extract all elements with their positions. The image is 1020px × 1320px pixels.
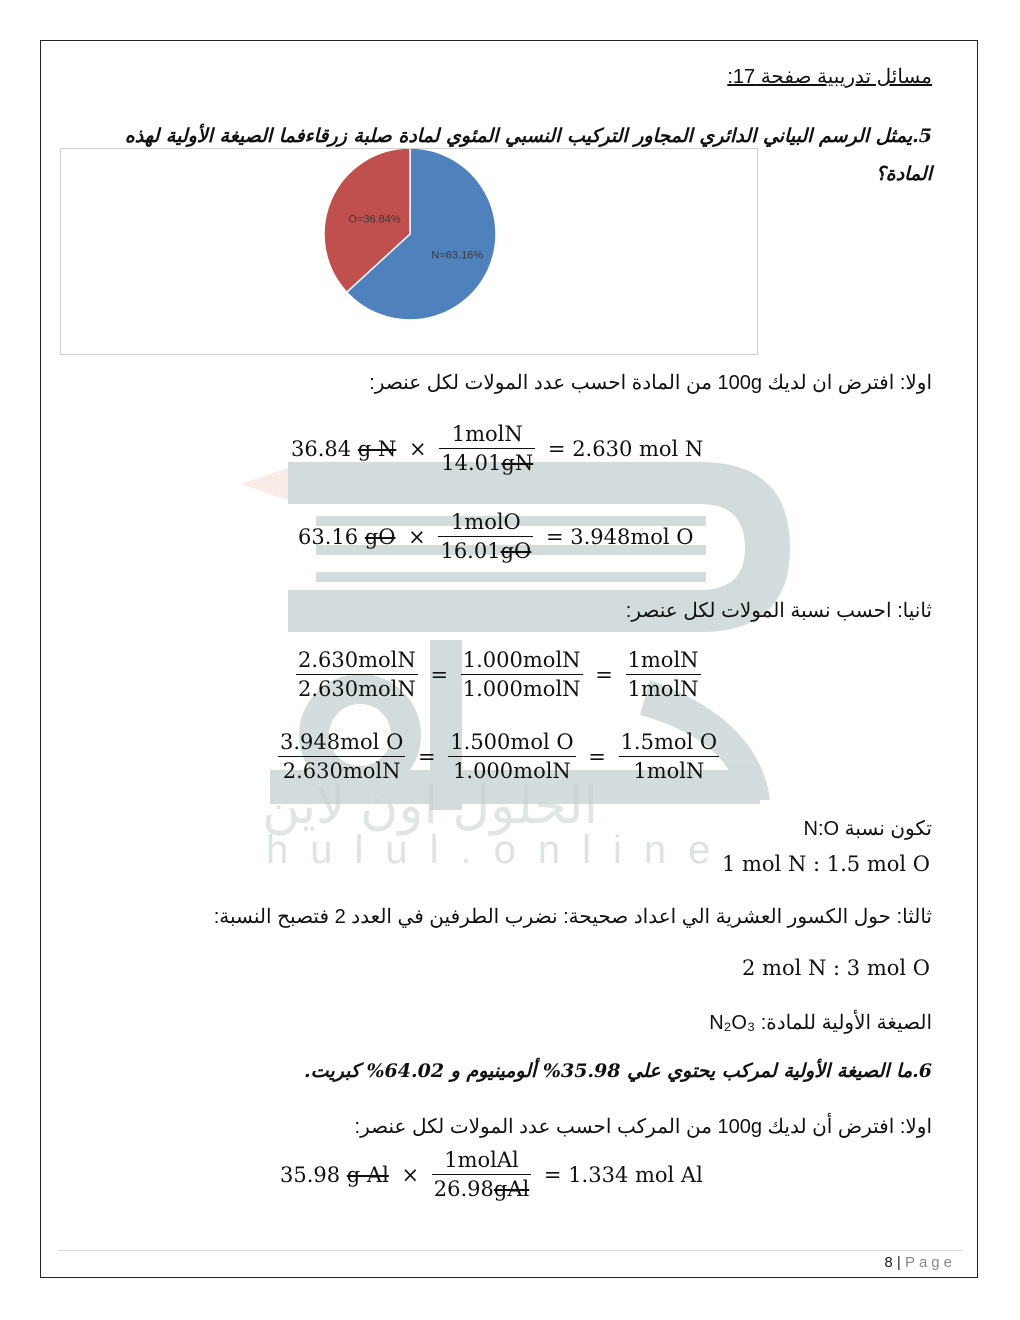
eq-o-den-value: 16.01 <box>440 539 501 563</box>
r1-f2-num: 1.000molN <box>461 648 583 675</box>
footer-divider <box>58 1250 962 1251</box>
r2-f1-num: 3.948mol O <box>278 730 405 757</box>
r2-f3-num: 1.5mol O <box>619 730 720 757</box>
watermark-latin: hulul.online <box>266 828 733 872</box>
ratio-row-1: $\frac{\text{2.630molN}}{\text{2.630molN}}$ = $\frac{\text{1.000molN}}{\text{1.000molN}}$ = $\frac{\text{1molN}}{\text{1molN}}$ <box>298 648 699 701</box>
eq-o-lhs-value: 63.16 <box>298 524 365 549</box>
page-number: 8 <box>884 1254 893 1271</box>
r2-f3-den: 1molN <box>633 759 705 783</box>
pie-chart <box>60 148 758 355</box>
eq-n-numerator: 1molN <box>439 422 535 449</box>
pie-label-n: N=63.16% <box>431 249 484 262</box>
ratio-value: 1 mol N : 1.5 mol O <box>721 852 930 876</box>
r2-f1-den: 2.630molN <box>282 759 401 783</box>
eq-o-den-unit: gO <box>500 539 532 563</box>
question-5: 5.يمثل الرسم البياني الدائري المجاور التركيب النسبي المئوي لمادة صلبة زرقاءفما الصيغة الأولية لهذه المادة؟ <box>124 125 932 185</box>
r1-f1-num: 2.630molN <box>296 648 418 675</box>
eq-o-rhs: = 3.948mol O <box>545 524 694 549</box>
step3-label: ثالثا: حول الكسور العشرية الي اعداد صحيحة: نضرب الطرفين في العدد 2 فتصبح النسبة: <box>213 906 932 928</box>
eq-n-den-unit: gN <box>501 451 534 475</box>
eq-al-lhs-value: 35.98 <box>280 1162 347 1187</box>
eq-n-lhs-value: 36.84 <box>291 436 358 461</box>
q6-step1-label: اولا: افترض أن لديك 100g من المركب احسب عدد المولات لكل عنصر: <box>354 1116 932 1138</box>
eq-n-rhs: = 2.630 mol N <box>547 436 704 461</box>
eq-al-lhs-unit: g Al <box>346 1162 389 1187</box>
step2-label: ثانيا: احسب نسبة المولات لكل عنصر: <box>625 600 932 622</box>
watermark-bar-4 <box>316 572 706 582</box>
eq-al-numerator: 1molAl <box>432 1148 531 1175</box>
ratio-label: تكون نسبة N:O <box>803 818 932 840</box>
equation-o: 63.16 gO × $\frac{\text{1molO}}{16.01gO}$ = 3.948mol O <box>298 510 700 563</box>
pie-label-o: O=36.84% <box>348 213 401 226</box>
eq-o-numerator: 1molO <box>438 510 533 537</box>
page-label: Page <box>904 1254 956 1271</box>
eq-o-lhs-unit: gO <box>364 524 396 549</box>
equation-al: 35.98 g Al × $\frac{\text{1molAl}}{\text{26.98gAl}}$ = 1.334 mol Al <box>280 1148 709 1201</box>
r2-f2-den: 1.000molN <box>453 759 571 783</box>
eq-n-lhs-unit: g N <box>357 436 397 461</box>
eq-al-den-unit: gAl <box>493 1177 530 1201</box>
eq-al-den-value: 26.98 <box>433 1177 494 1201</box>
watermark-arrow <box>240 468 288 500</box>
eq-al-rhs: = 1.334 mol Al <box>543 1162 703 1187</box>
ratio-row-2: $\frac{\text{3.948mol O}}{\text{2.630molN}}$ = $\frac{\text{1.500mol O}}{\text{1.000molN}}$ = $\frac{\text{1.5mol O}}{\text{1molN}}$ <box>280 730 718 783</box>
question-6: 6.ما الصيغة الأولية لمركب يحتوي علي 35.98% ألومينيوم و 64.02% كبريت. <box>304 1060 932 1082</box>
r1-f2-den: 1.000molN <box>462 677 581 701</box>
r1-f3-num: 1molN <box>626 648 701 675</box>
step3-value: 2 mol N : 3 mol O <box>742 956 930 980</box>
r2-f2-num: 1.500mol O <box>448 730 575 757</box>
equation-n: 36.84 g N × $\frac{\text{1molN}}{14.01gN}$ = 2.630 mol N <box>291 422 709 475</box>
watermark-arabic: الحلول اون لاين <box>262 777 599 835</box>
r1-f3-den: 1molN <box>627 677 699 701</box>
eq-n-den-value: 14.01 <box>441 451 502 475</box>
r1-f1-den: 2.630molN <box>298 677 416 701</box>
footer <box>884 1254 956 1271</box>
step1-label: اولا: افترض ان لديك 100g من المادة احسب عدد المولات لكل عنصر: <box>369 372 932 394</box>
footer-separator: | <box>896 1254 901 1271</box>
formula-label: الصيغة الأولية للمادة: N₂O₃ <box>709 1012 932 1034</box>
pie-svg <box>61 149 759 356</box>
page-heading: مسائل تدريبية صفحة 17: <box>727 66 932 88</box>
